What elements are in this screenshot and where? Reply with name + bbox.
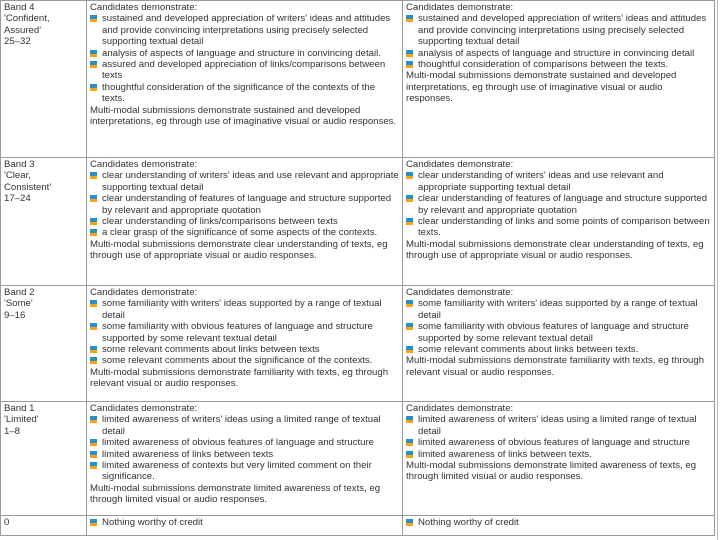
criteria-bullet-item [90, 59, 400, 82]
two-tone-square-icon [90, 15, 97, 22]
two-tone-square-icon [90, 462, 97, 469]
two-tone-square-icon [406, 439, 413, 446]
band-name-line: Band 1 [4, 403, 35, 414]
criteria-bullet-text: clear understanding of links and some points of comparison between texts. [418, 216, 710, 239]
two-tone-square-icon [90, 323, 97, 330]
criteria-bullet-item [90, 227, 400, 238]
band-name-line: 'Limited' [4, 414, 39, 426]
two-tone-square-icon [90, 61, 97, 68]
band-row [1, 286, 715, 402]
multimodal-note: Multi-modal submissions demonstrate familiarity with texts, eg through relevant visual or audio responses. [90, 366, 389, 390]
criteria-bullet-item [406, 344, 712, 355]
criteria-intro: Candidates demonstrate: [90, 287, 198, 298]
multimodal-note: Multi-modal submissions demonstrate limited awareness of texts, eg through limited visual or audio responses. [406, 460, 697, 483]
criteria-bullet-list [90, 170, 400, 238]
criteria-bullet-item [406, 216, 712, 239]
criteria-bullet-item [406, 13, 712, 47]
band-row [1, 158, 715, 286]
criteria-bullet-text: assured and developed appreciation of links/comparisons between texts [102, 59, 386, 82]
criteria-bullet-text: clear understanding of links/comparisons between texts [102, 216, 338, 228]
criteria-bullet-text: thoughtful consideration of the significance of the contexts of the texts. [102, 81, 376, 105]
criteria-bullet-item [406, 193, 712, 216]
two-tone-square-icon [90, 357, 97, 364]
two-tone-square-icon [90, 218, 97, 225]
criteria-bullet-text: some relevant comments about the significance of the contexts. [102, 355, 373, 367]
two-tone-square-icon [90, 172, 97, 179]
band-score-range: 1–8 [4, 425, 21, 437]
criteria-bullet-text: some relevant comments about links between texts [102, 344, 320, 356]
left-criteria-cell [87, 1, 403, 158]
criteria-bullet-item [90, 414, 400, 437]
multimodal-note: Multi-modal submissions demonstrate clear understanding of texts, eg through use of appropriate visual or audio responses. [90, 238, 388, 262]
criteria-bullet-text: sustained and developed appreciation of writers' ideas and attitudes and provide convincing interpretations using precisely selected supporting textual detail [418, 13, 707, 48]
two-tone-square-icon [90, 229, 97, 236]
criteria-bullet-item [90, 193, 400, 216]
two-tone-square-icon [406, 416, 413, 423]
band-name-line: 'Clear, [4, 170, 31, 182]
two-tone-square-icon [406, 519, 413, 526]
criteria-bullet-text: Nothing worthy of credit [418, 517, 519, 528]
criteria-bullet-text: limited awareness of obvious features of language and structure [102, 437, 374, 449]
band-name-line: Band 4 [4, 2, 35, 13]
multimodal-note: Multi-modal submissions demonstrate sustained and developed interpretations, eg through use of imaginative visual or audio responses. [406, 70, 677, 105]
two-tone-square-icon [406, 346, 413, 353]
criteria-bullet-text: some relevant comments about links between texts. [418, 344, 639, 356]
band-label-cell [1, 158, 87, 286]
right-criteria-cell [403, 402, 715, 516]
criteria-bullet-item [406, 437, 712, 448]
two-tone-square-icon [90, 439, 97, 446]
right-criteria-cell [403, 516, 715, 536]
two-tone-square-icon [90, 195, 97, 202]
right-criteria-cell [403, 158, 715, 286]
band-name-line: Band 2 [4, 287, 35, 298]
criteria-bullet-text: clear understanding of features of language and structure supported by relevant and appropriate quotation [418, 193, 708, 216]
criteria-intro: Candidates demonstrate: [90, 403, 198, 414]
band-name-line: Band 3 [4, 159, 35, 170]
criteria-intro: Candidates demonstrate: [90, 2, 198, 13]
criteria-bullet-text: limited awareness of obvious features of language and structure [418, 437, 690, 449]
left-criteria-cell [87, 158, 403, 286]
criteria-bullet-item [90, 13, 400, 47]
criteria-bullet-item [90, 216, 400, 227]
criteria-bullet-text: limited awareness of links between texts. [418, 448, 592, 460]
criteria-bullet-list [406, 13, 712, 70]
criteria-bullet-text: limited awareness of contexts but very limited comment on their significance. [102, 460, 372, 483]
criteria-bullet-item [406, 321, 712, 344]
criteria-bullet-item [90, 82, 400, 105]
criteria-intro: Candidates demonstrate: [406, 287, 514, 298]
left-criteria-cell [87, 286, 403, 402]
two-tone-square-icon [406, 61, 413, 68]
two-tone-square-icon [406, 195, 413, 202]
multimodal-note: Multi-modal submissions demonstrate limited awareness of texts, eg through limited visual or audio responses. [90, 482, 381, 506]
two-tone-square-icon [406, 15, 413, 22]
criteria-bullet-text: Nothing worthy of credit [102, 517, 203, 528]
two-tone-square-icon [90, 451, 97, 458]
band-label-cell [1, 516, 87, 536]
band-label-cell [1, 1, 87, 158]
band-name-line: Consistent' [4, 181, 52, 193]
two-tone-square-icon [406, 451, 413, 458]
criteria-bullet-text: analysis of aspects of language and structure in convincing detail [418, 47, 695, 59]
two-tone-square-icon [406, 172, 413, 179]
band-name-line: 'Confident, [4, 13, 50, 25]
two-tone-square-icon [406, 323, 413, 330]
criteria-bullet-item [90, 344, 400, 355]
criteria-bullet-item [406, 59, 712, 70]
criteria-bullet-item [90, 298, 400, 321]
criteria-bullet-text: sustained and developed appreciation of writers' ideas and attitudes and provide convincing interpretations using precisely selected supporting textual detail [102, 13, 391, 48]
criteria-bullet-text: limited awareness of links between texts [102, 448, 274, 460]
criteria-bullet-item [406, 170, 712, 193]
two-tone-square-icon [90, 519, 97, 526]
two-tone-square-icon [90, 84, 97, 91]
band-name-line: 'Some' [4, 298, 33, 310]
band-label-cell [1, 402, 87, 516]
two-tone-square-icon [406, 50, 413, 57]
criteria-bullet-text: limited awareness of writers' ideas using a limited range of textual detail [102, 414, 381, 437]
criteria-bullet-item [90, 437, 400, 448]
criteria-bullet-item [90, 321, 400, 344]
criteria-bullet-text: some familiarity with obvious features of language and structure supported by some relevant textual detail [418, 321, 689, 344]
right-criteria-cell [403, 1, 715, 158]
criteria-bullet-list [406, 517, 712, 528]
criteria-bullet-text: clear understanding of writers' ideas and use relevant and appropriate supporting textual detail [418, 170, 664, 193]
criteria-intro: Candidates demonstrate: [406, 2, 514, 13]
criteria-bullet-item [90, 48, 400, 59]
left-criteria-cell [87, 516, 403, 536]
two-tone-square-icon [90, 50, 97, 57]
band-score-range: 25–32 [4, 36, 31, 48]
two-tone-square-icon [406, 218, 413, 225]
criteria-bullet-list [406, 298, 712, 355]
multimodal-note: Multi-modal submissions demonstrate sustained and developed interpretations, eg through use of imaginative visual or audio responses. [90, 104, 397, 128]
criteria-bullet-text: a clear grasp of the significance of some aspects of the contexts. [102, 227, 378, 239]
criteria-bullet-text: some familiarity with writers' ideas supported by a range of textual detail [102, 298, 382, 321]
band-score-range: 9–16 [4, 309, 26, 321]
multimodal-note: Multi-modal submissions demonstrate familiarity with texts, eg through relevant visual or audio responses. [406, 355, 705, 378]
criteria-bullet-item [406, 414, 712, 437]
criteria-bullet-text: some familiarity with writers' ideas supported by a range of textual detail [418, 298, 698, 321]
criteria-bullet-item [90, 170, 400, 193]
criteria-bullet-text: some familiarity with obvious features of language and structure supported by some relevant textual detail [102, 321, 373, 344]
page-edge-rule [717, 0, 718, 540]
band-score-range: 17–24 [4, 193, 31, 205]
criteria-bullet-item [90, 517, 400, 528]
criteria-bullet-list [406, 170, 712, 238]
criteria-bullet-list [406, 414, 712, 460]
right-criteria-cell [403, 286, 715, 402]
criteria-bullet-list [90, 414, 400, 482]
criteria-intro: Candidates demonstrate: [406, 403, 514, 414]
criteria-bullet-item [90, 355, 400, 366]
two-tone-square-icon [90, 346, 97, 353]
two-tone-square-icon [90, 300, 97, 307]
band-score-range: 0 [4, 517, 10, 528]
criteria-bullet-item [406, 449, 712, 460]
band-row [1, 402, 715, 516]
criteria-bullet-item [90, 449, 400, 460]
criteria-bullet-item [406, 298, 712, 321]
left-criteria-cell [87, 402, 403, 516]
two-tone-square-icon [406, 300, 413, 307]
multimodal-note: Multi-modal submissions demonstrate clear understanding of texts, eg through use of appropriate visual or audio responses. [406, 238, 704, 262]
band-row [1, 1, 715, 158]
band-row [1, 516, 715, 536]
criteria-bullet-text: analysis of aspects of language and structure in convincing detail. [102, 47, 381, 59]
criteria-bullet-item [406, 48, 712, 59]
criteria-bullet-list [90, 298, 400, 366]
criteria-bullet-list [90, 13, 400, 104]
criteria-bullet-text: limited awareness of writers' ideas using a limited range of textual detail [418, 414, 697, 437]
band-name-line: Assured' [4, 24, 42, 36]
criteria-bullet-text: thoughtful consideration of comparisons between the texts. [418, 59, 669, 71]
criteria-intro: Candidates demonstrate: [406, 159, 514, 170]
band-label-cell [1, 286, 87, 402]
criteria-bullet-list [90, 517, 400, 528]
criteria-bullet-text: clear understanding of writers' ideas and use relevant and appropriate supporting textual detail [102, 170, 399, 193]
two-tone-square-icon [90, 416, 97, 423]
criteria-bullet-item [90, 460, 400, 483]
criteria-bullet-item [406, 517, 712, 528]
criteria-intro: Candidates demonstrate: [90, 159, 198, 170]
criteria-bullet-text: clear understanding of features of language and structure supported by relevant and appropriate quotation [102, 193, 392, 216]
